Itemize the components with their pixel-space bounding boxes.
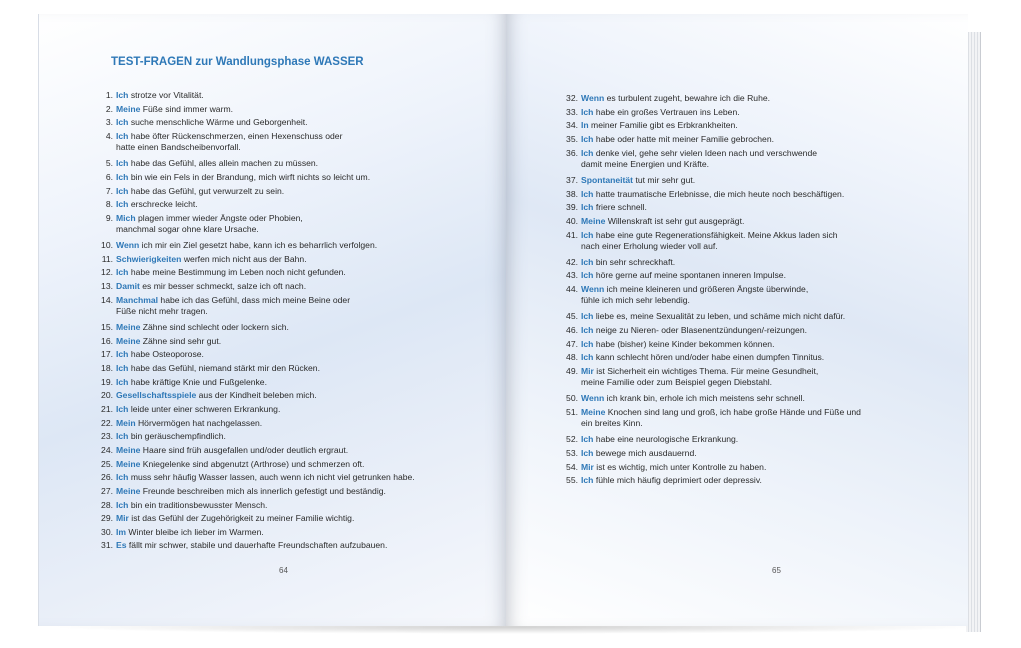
question-item [558,339,774,350]
question-keyword: Ich [581,229,594,240]
question-number: 39. [566,202,578,213]
question-keyword: Ich [116,472,129,483]
question-keyword: Ich [581,447,594,458]
question-item [93,90,204,101]
question-keyword: Ich [116,90,129,100]
question-item [93,500,267,511]
question-number: 4. [105,130,113,141]
question-text: ist Sicherheit ein wichtiges Thema. Für meine Gesundheit, [596,366,819,376]
question-number: 20. [101,390,113,401]
question-number: 50. [566,393,578,404]
question-item [93,540,387,551]
question-number: 2. [105,103,113,114]
question-number: 37. [566,174,578,185]
question-number: 23. [101,431,113,442]
question-text: habe eine neurologische Erkrankung. [595,434,739,445]
question-keyword: Ich [116,431,129,442]
question-keyword: Ich [116,130,129,141]
question-number: 3. [105,117,113,128]
question-keyword: Mir [581,461,594,472]
question-text: Kniegelenke sind abgenutzt (Arthrose) und schmerzen oft. [142,458,365,469]
question-item [558,462,766,473]
question-keyword: Ich [581,352,594,363]
question-keyword: Ich [116,171,129,182]
question-number: 43. [566,270,578,281]
question-keyword: Meine [116,322,141,333]
question-number: 10. [101,240,113,251]
question-keyword: Ich [581,434,594,445]
question-keyword: Wenn [116,240,140,251]
question-item [558,134,774,145]
question-text: Haare sind früh ausgefallen und/oder deutlich ergraut. [142,444,349,455]
question-text: es mir besser schmeckt, salze ich oft nach. [142,281,307,292]
question-keyword: Ich [581,106,594,117]
question-item [93,213,303,235]
question-item [558,189,844,200]
question-text: meiner Familie gibt es Erbkrankheiten. [591,120,738,131]
question-continuation: fühle ich mich sehr lebendig. [581,295,690,306]
question-text: leide unter einer schweren Erkrankung. [130,403,281,414]
question-item [558,202,647,213]
question-item [558,325,807,336]
question-item [93,349,204,360]
question-number: 24. [101,444,113,455]
question-number: 25. [101,458,113,469]
question-keyword: Ich [116,117,129,128]
question-text: Zähne sind schlecht oder lockern sich. [142,322,289,333]
question-keyword: Meine [581,406,606,417]
question-text: werfen mich nicht aus der Bahn. [183,253,307,264]
question-keyword: Ich [581,147,594,158]
question-item [558,434,738,445]
question-item [558,93,770,104]
question-item [558,366,818,388]
question-text: bin sehr schreckhaft. [595,256,676,267]
question-keyword: Ich [581,338,594,349]
question-keyword: Meine [116,103,141,114]
question-number: 33. [566,106,578,117]
question-item [93,281,306,292]
question-number: 13. [101,281,113,292]
question-keyword: Ich [581,202,594,213]
question-keyword: Wenn [581,284,605,295]
question-item [93,404,280,415]
question-number: 27. [101,485,113,496]
question-number: 45. [566,311,578,322]
question-number: 18. [101,363,113,373]
page-edges [966,32,981,632]
question-item [558,107,740,118]
question-number: 48. [566,352,578,363]
question-number: 52. [566,434,578,445]
question-keyword: Ich [581,256,594,267]
question-keyword: Ich [581,325,594,336]
question-number: 21. [101,403,113,414]
question-text: Winter bleibe ich lieber im Warmen. [128,526,264,537]
question-number: 8. [105,199,113,210]
question-continuation: damit meine Energien und Kräfte. [581,158,710,169]
question-text: plagen immer wieder Ängste oder Phobien, [137,212,303,223]
question-item [93,186,284,197]
question-continuation: ein breites Kinn. [581,417,643,428]
question-number: 32. [566,93,578,103]
question-text: suche menschliche Wärme und Geborgenheit. [130,117,308,128]
question-keyword: Ich [581,475,594,486]
question-number: 22. [101,417,113,428]
question-text: höre gerne auf meine spontanen inneren Impulse. [595,270,786,281]
question-number: 16. [101,335,113,346]
question-number: 11. [101,253,113,264]
question-item [93,363,320,374]
question-keyword: Schwierigkeiten [116,253,182,264]
question-text: aus der Kindheit beleben mich. [198,390,317,401]
question-item [93,240,377,251]
question-text: Knochen sind lang und groß, ich habe große Hände und Füße und [607,406,861,417]
question-item [93,431,226,442]
question-number: 42. [566,256,578,267]
left-page [38,14,507,626]
question-text: neige zu Nieren- oder Blasenentzündungen/-reizungen. [595,325,807,336]
question-item [93,131,342,153]
question-item [93,158,318,169]
question-keyword: Ich [116,499,129,510]
question-item [93,104,233,115]
question-item [93,445,348,456]
question-text: Willenskraft ist sehr gut ausgeprägt. [607,215,745,226]
question-item [93,172,370,183]
question-text: habe oder hatte mit meiner Familie gebrochen. [595,133,774,144]
question-keyword: Mein [116,417,136,428]
question-keyword: Mich [116,212,136,223]
question-text: ist das Gefühl der Zugehörigkeit zu meiner Familie wichtig. [131,513,355,524]
question-item [93,336,221,347]
question-keyword: Manchmal [116,294,159,305]
question-continuation: Füße nicht mehr tragen. [116,305,208,316]
question-item [558,120,738,131]
question-keyword: Es [116,540,127,551]
question-continuation: manchmal sogar ohne klare Ursache. [116,223,259,234]
question-text: habe (bisher) keine Kinder bekommen können. [595,338,775,349]
question-keyword: Ich [116,185,129,196]
question-continuation: hatte einen Bandscheibenvorfall. [116,141,241,152]
question-item [93,527,264,538]
question-keyword: Ich [116,158,129,169]
question-keyword: Ich [581,311,594,322]
question-number: 9. [105,212,113,223]
question-text: muss sehr häufig Wasser lassen, auch wenn ich nicht viel getrunken habe. [130,472,415,483]
question-text: hatte traumatische Erlebnisse, die mich heute noch beschäftigen. [595,188,845,199]
question-keyword: Ich [116,199,129,210]
question-item [558,175,695,186]
question-keyword: Ich [116,403,129,414]
question-keyword: Ich [581,133,594,144]
question-keyword: Meine [116,444,141,455]
left-page-number: 64 [279,566,288,575]
right-page-number: 65 [772,566,781,575]
question-number: 31. [101,540,113,551]
question-keyword: Ich [116,267,129,278]
question-number: 54. [566,461,578,472]
question-item [558,352,824,363]
question-keyword: Gesellschaftsspiele [116,390,197,401]
question-text: habe ein großes Vertrauen ins Leben. [595,106,740,117]
question-number: 38. [566,188,578,199]
question-keyword: Ich [581,188,594,199]
question-number: 41. [566,229,578,240]
question-keyword: Wenn [581,93,605,103]
question-text: fühle mich häufig deprimiert oder depressiv. [595,475,762,486]
question-item [558,270,786,281]
question-keyword: Wenn [581,393,605,404]
question-keyword: Meine [116,458,141,469]
question-keyword: Ich [116,376,129,387]
question-item [93,117,308,128]
question-text: bin ein traditionsbewusster Mensch. [130,499,268,510]
question-number: 53. [566,447,578,458]
question-number: 44. [566,284,578,295]
question-text: Hörvermögen hat nachgelassen. [137,417,263,428]
question-text: Füße sind immer warm. [142,103,233,114]
question-text: tut mir sehr gut. [635,174,696,185]
question-text: erschrecke leicht. [130,199,198,210]
question-number: 34. [566,120,578,131]
question-number: 26. [101,472,113,483]
question-text: ich meine kleineren und größeren Ängste überwinde, [606,284,809,295]
question-keyword: Meine [116,485,141,496]
question-text: bewege mich ausdauernd. [595,447,697,458]
question-number: 55. [566,475,578,486]
question-item [93,472,415,483]
question-text: denke viel, gehe sehr vielen Ideen nach und verschwende [595,147,818,158]
question-text: bin geräuschempfindlich. [130,431,226,442]
question-item [93,513,354,524]
question-number: 30. [101,526,113,537]
question-item [558,257,675,268]
question-text: friere schnell. [595,202,647,213]
question-text: habe Osteoporose. [130,349,204,360]
question-number: 36. [566,147,578,158]
question-number: 12. [101,267,113,278]
question-text: liebe es, meine Sexualität zu leben, und schäme mich nicht dafür. [595,311,846,322]
question-item [558,475,762,486]
question-text: ich krank bin, erhole ich mich meistens sehr schnell. [606,393,805,404]
question-continuation: meine Familie oder zum Beispiel gegen Diebstahl. [581,377,773,387]
question-item [93,199,198,210]
question-keyword: Ich [581,270,594,281]
question-text: bin wie ein Fels in der Brandung, mich wirft nichts so leicht um. [130,171,371,182]
question-item [558,284,808,306]
question-number: 46. [566,325,578,336]
question-continuation: nach einer Erholung wieder voll auf. [581,240,718,251]
question-number: 19. [101,376,113,387]
right-page [506,14,968,626]
question-number: 1. [105,90,113,100]
question-keyword: Meine [581,215,606,226]
question-item [558,407,861,429]
question-item [558,148,817,170]
question-keyword: Ich [116,349,129,360]
question-keyword: Spontaneität [581,174,634,185]
question-number: 5. [105,158,113,169]
open-book [38,14,982,634]
question-text: ist es wichtig, mich unter Kontrolle zu haben. [596,461,767,472]
question-number: 6. [105,171,113,182]
page-title: TEST-FRAGEN zur Wandlungsphase WASSER [111,56,364,68]
question-number: 35. [566,133,578,144]
question-item [558,230,838,252]
question-item [93,459,364,470]
question-number: 40. [566,215,578,226]
question-number: 14. [101,294,113,305]
question-text: habe eine gute Regenerationsfähigkeit. Meine Akkus laden sich [595,229,838,240]
question-number: 51. [566,406,578,417]
question-keyword: Damit [116,281,140,292]
question-text: fällt mir schwer, stabile und dauerhafte Freundschaften aufzubauen. [128,540,388,551]
question-item [93,390,317,401]
question-text: ich mir ein Ziel gesetzt habe, kann ich es beharrlich verfolgen. [141,240,378,251]
question-text: habe das Gefühl, alles allein machen zu müssen. [130,158,319,169]
question-item [93,377,267,388]
question-number: 47. [566,338,578,349]
question-text: kann schlecht hören und/oder habe einen dumpfen Tinnitus. [595,352,825,363]
question-item [558,311,845,322]
question-keyword: Mir [116,513,129,524]
question-number: 15. [101,322,113,333]
question-number: 49. [566,366,578,376]
question-item [93,254,307,265]
question-text: Zähne sind sehr gut. [142,335,222,346]
question-item [93,418,262,429]
question-keyword: Meine [116,335,141,346]
question-number: 17. [101,349,113,360]
question-number: 28. [101,499,113,510]
question-item [558,448,697,459]
question-text: habe kräftige Knie und Fußgelenke. [130,376,267,387]
question-number: 29. [101,513,113,524]
question-item [93,295,350,317]
question-keyword: Mir [581,366,594,376]
question-keyword: In [581,120,589,131]
question-item [558,216,744,227]
question-item [93,486,386,497]
question-item [558,393,805,404]
question-item [93,322,289,333]
question-text: strotze vor Vitalität. [130,90,204,100]
question-text: habe meine Bestimmung im Leben noch nicht gefunden. [130,267,346,278]
question-text: habe das Gefühl, gut verwurzelt zu sein. [130,185,285,196]
question-text: habe öfter Rückenschmerzen, einen Hexenschuss oder [130,130,343,141]
question-text: habe ich das Gefühl, dass mich meine Beine oder [160,294,351,305]
question-item [93,267,346,278]
question-keyword: Im [116,526,127,537]
question-keyword: Ich [116,363,129,373]
question-text: habe das Gefühl, niemand stärkt mir den Rücken. [130,363,320,373]
question-text: es turbulent zugeht, bewahre ich die Ruhe. [606,93,771,103]
question-text: Freunde beschreiben mich als innerlich gefestigt und beständig. [142,485,386,496]
question-number: 7. [105,185,113,196]
